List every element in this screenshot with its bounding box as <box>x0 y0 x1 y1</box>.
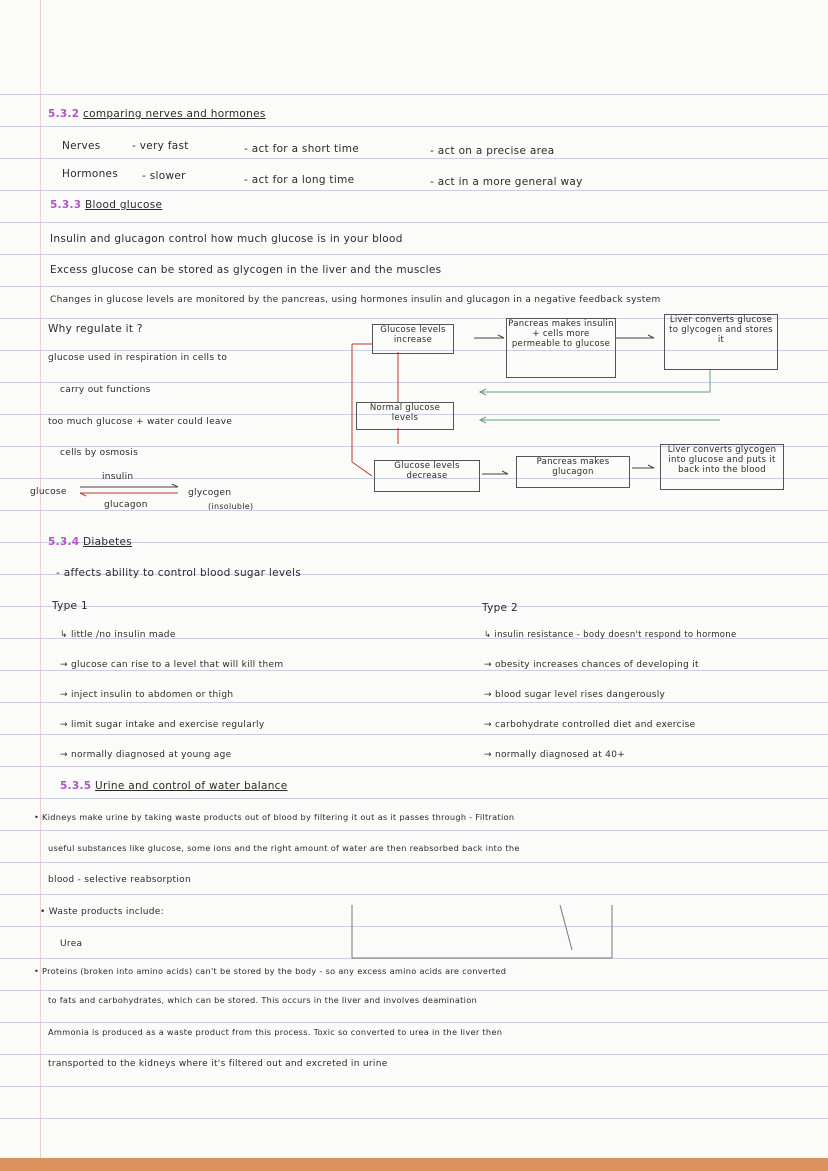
type2-point-3: → blood sugar level rises dangerously <box>484 690 666 700</box>
nerves-area: - act on a precise area <box>430 145 555 157</box>
urine-line-6: • Proteins (broken into amino acids) can't be stored by the body - so any excess amino acids are converted <box>34 966 507 976</box>
box-glucose-decrease-text: Glucose levels decrease <box>394 461 460 481</box>
nerves-speed: - very fast <box>132 140 189 152</box>
type1-point-2: → glucose can rise to a level that will kill them <box>60 660 284 670</box>
section-534-number: 5.3.4 <box>48 536 80 548</box>
eq-glucagon: glucagon <box>104 500 148 510</box>
box-glucose-increase-text: Glucose levels increase <box>380 325 446 345</box>
type2-point-4: → carbohydrate controlled diet and exercise <box>484 720 696 730</box>
type1-point-1: ↳ little /no insulin made <box>60 630 176 640</box>
nerves-label: Nerves <box>62 140 101 152</box>
box-normal-glucose-text: Normal glucose levels <box>369 403 441 423</box>
type2-point-5: → normally diagnosed at 40+ <box>484 750 626 760</box>
urine-line-8: Ammonia is produced as a waste product from this process. Toxic so converted to urea in the liver then <box>48 1027 503 1037</box>
type2-point-1: ↳ insulin resistance - body doesn't respond to hormone <box>484 630 737 640</box>
reason-1a: glucose used in respiration in cells to <box>48 353 228 363</box>
eq-insoluble: (insoluble) <box>208 502 254 511</box>
hormones-speed: - slower <box>142 170 186 182</box>
box-liver-stores-text: Liver converts glucose to glycogen and stores it <box>669 315 773 345</box>
glucose-line-2: Excess glucose can be stored as glycogen in the liver and the muscles <box>50 264 442 276</box>
section-533-title: Blood glucose <box>85 199 163 211</box>
eq-glucose: glucose <box>30 487 67 497</box>
nerves-duration: - act for a short time <box>244 143 359 155</box>
hormones-duration: - act for a long time <box>244 174 355 186</box>
glucose-line-3: Changes in glucose levels are monitored by the pancreas, using hormones insulin and glucagon in a negative feedback system <box>50 295 661 305</box>
type2-point-2: → obesity increases chances of developing it <box>484 660 699 670</box>
section-535-title: Urine and control of water balance <box>95 780 288 792</box>
reason-1b: carry out functions <box>60 385 151 395</box>
glucose-line-1: Insulin and glucagon control how much glucose is in your blood <box>50 233 403 245</box>
box-pancreas-insulin-text: Pancreas makes insulin + cells more permeable to glucose <box>508 319 614 349</box>
hormones-area: - act in a more general way <box>430 176 583 188</box>
urine-line-4: • Waste products include: <box>40 907 164 917</box>
reason-2b: cells by osmosis <box>60 448 139 458</box>
eq-glycogen: glycogen <box>188 488 232 498</box>
page-bottom-edge <box>0 1158 828 1171</box>
section-532-title: comparing nerves and hormones <box>83 108 266 120</box>
section-534-title: Diabetes <box>83 536 133 548</box>
urine-line-2: useful substances like glucose, some ions and the right amount of water are then reabsorbed back into the <box>48 843 520 853</box>
type1-point-5: → normally diagnosed at young age <box>60 750 232 760</box>
type1-point-4: → limit sugar intake and exercise regularly <box>60 720 265 730</box>
type1-title: Type 1 <box>52 600 88 612</box>
urine-line-3: blood - selective reabsorption <box>48 875 191 885</box>
urine-line-9: transported to the kidneys where it's filtered out and excreted in urine <box>48 1059 388 1069</box>
type2-title: Type 2 <box>482 602 518 614</box>
type1-point-3: → inject insulin to abdomen or thigh <box>60 690 234 700</box>
eq-insulin: insulin <box>102 472 134 482</box>
urine-line-5: Urea <box>60 939 83 949</box>
hormones-label: Hormones <box>62 168 119 180</box>
urine-line-1: • Kidneys make urine by taking waste products out of blood by filtering it out as it passes through - Filtration <box>34 812 515 822</box>
section-532-number: 5.3.2 <box>48 108 80 120</box>
why-regulate: Why regulate it ? <box>48 323 143 335</box>
box-liver-releases-text: Liver converts glycogen into glucose and puts it back into the blood <box>667 445 777 475</box>
diabetes-intro: - affects ability to control blood sugar levels <box>56 567 302 579</box>
urine-line-7: to fats and carbohydrates, which can be stored. This occurs in the liver and involves deamination <box>48 995 478 1005</box>
reason-2a: too much glucose + water could leave <box>48 417 233 427</box>
section-535-number: 5.3.5 <box>60 780 92 792</box>
section-533-number: 5.3.3 <box>50 199 82 211</box>
box-pancreas-glucagon-text: Pancreas makes glucagon <box>536 457 610 477</box>
